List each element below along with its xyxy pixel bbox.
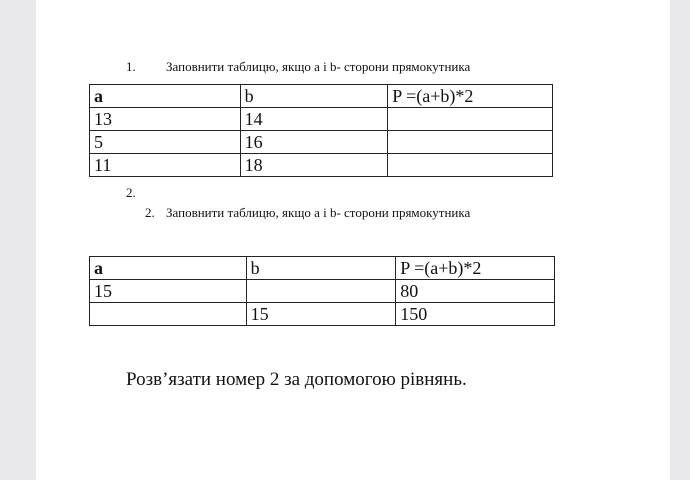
table-cell: 15 bbox=[90, 280, 247, 303]
task-1-text: Заповнити таблицю, якщо a і b- сторони прямокутника bbox=[166, 59, 471, 74]
task-1-number: 1. bbox=[126, 59, 136, 74]
table-cell bbox=[90, 303, 247, 326]
task-2-table bbox=[89, 256, 555, 326]
task-2-number: 2. bbox=[145, 205, 155, 220]
table-header-row bbox=[90, 257, 555, 280]
stray-number: 2. bbox=[126, 185, 136, 200]
table-cell: 11 bbox=[90, 154, 241, 177]
table-cell bbox=[388, 154, 553, 177]
header-b: b bbox=[246, 257, 396, 280]
header-perimeter: P =(a+b)*2 bbox=[388, 85, 553, 108]
table-row bbox=[90, 303, 555, 326]
table-cell: 80 bbox=[396, 280, 555, 303]
task-2-heading bbox=[145, 205, 470, 221]
table-cell: 15 bbox=[246, 303, 396, 326]
table-cell: 150 bbox=[396, 303, 555, 326]
header-a: a bbox=[90, 85, 241, 108]
table-cell: 14 bbox=[240, 108, 388, 131]
header-a: a bbox=[90, 257, 247, 280]
header-b: b bbox=[240, 85, 388, 108]
table-cell: 16 bbox=[240, 131, 388, 154]
instruction-text: Розв’язати номер 2 за допомогою рівнянь. bbox=[126, 369, 467, 390]
table-row bbox=[90, 154, 553, 177]
table-row bbox=[90, 131, 553, 154]
table-cell bbox=[246, 280, 396, 303]
document-page bbox=[36, 0, 670, 480]
table-cell bbox=[388, 108, 553, 131]
table-header-row bbox=[90, 85, 553, 108]
table-cell: 18 bbox=[240, 154, 388, 177]
table-row bbox=[90, 280, 555, 303]
table-cell: 13 bbox=[90, 108, 241, 131]
table-cell: 5 bbox=[90, 131, 241, 154]
table-cell bbox=[388, 131, 553, 154]
task-1-heading bbox=[126, 59, 470, 75]
header-perimeter: P =(a+b)*2 bbox=[396, 257, 555, 280]
task-2-text: Заповнити таблицю, якщо a і b- сторони прямокутника bbox=[166, 205, 471, 220]
task-1-table bbox=[89, 84, 553, 177]
table-row bbox=[90, 108, 553, 131]
